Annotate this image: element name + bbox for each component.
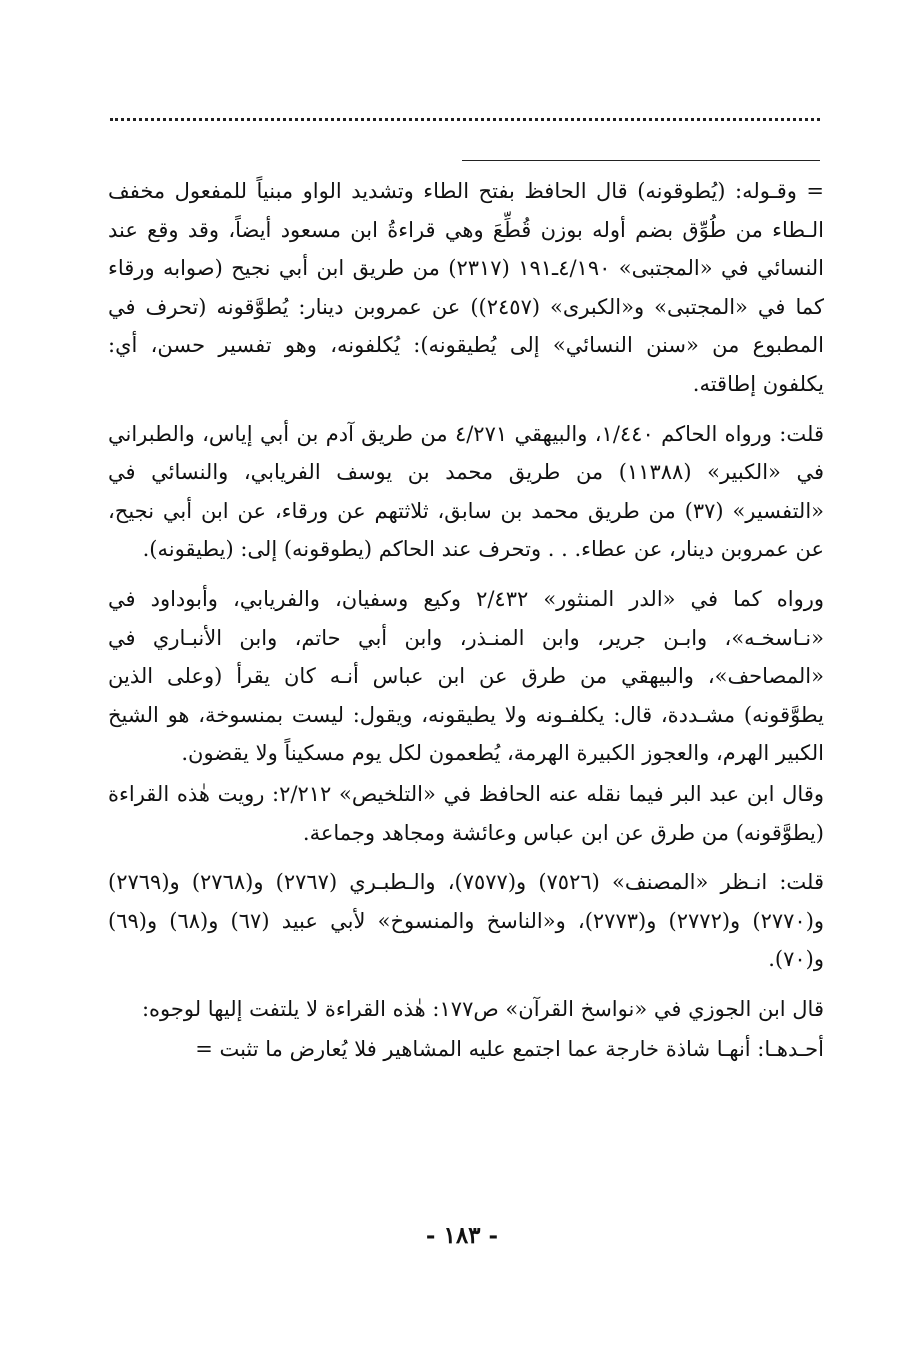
paragraph-4: وقال ابن عبد البر فيما نقله عنه الحافظ في «التلخيص» ٢/٢١٢: رويت هٰذه القراءة (يطوَّقونه) من طرق عن ابن عباس وعائشة ومجاهد وجماعة. [108,781,824,845]
dotted-separator [110,118,820,121]
paragraph-6: قال ابن الجوزي في «نواسخ القرآن» ص١٧٧: هٰذه القراءة لا يلتفت إليها لوجوه: [141,996,824,1021]
paragraph-5: قلت: انـظر «المصنف» (٧٥٢٦) و(٧٥٧٧)، والـطبـري (٢٧٦٧) و(٢٧٦٨) و(٢٧٦٩) و(٢٧٧٠) و(٢٧٧٢) و(٢٧٧٣)، و«الناسخ والمنسوخ» لأبي عبيد (٦٧) و(٦٨) و(٦٩) و(٧٠). [108,870,825,972]
paragraph-7: أحـدهـا: أنهـا شاذة خارجة عما اجتمع عليه المشاهير فلا يُعارض ما تثبت = [195,1037,824,1062]
paragraph-3: ورواه كما في «الدر المنثور» ٢/٤٣٢ وكيع وسفيان، والفريابي، وأبوداود في «نـاسخـه»، وابـن جرير، وابن المنـذر، وابن أبي حاتم، وابن الأنبـاري في «المصاحف»، والبيهقي من طرق عن ابن عباس أنـه كان يقرأ (وعلى الذين يطوَّقونه) مشـددة، قال: يكلفـونه ولا يطيقونه، ويقول: ليست بمنسوخة، هو الشيخ الكبير الهرم، والعجوز الكبيرة الهرمة، يُطعمون لكل يوم مسكيناً ولا يقضون. [108,586,824,766]
paragraph-2: قلت: ورواه الحاكم ١/٤٤٠، والبيهقي ٤/٢٧١ من طريق آدم بن أبي إياس، والطبراني في «الكبير» (١١٣٨٨) من طريق محمد بن يوسف الفريابي، والنسائي في «التفسير» (٣٧) من طريق محمد بن سابق، ثلاثتهم عن ورقاء، عن ابن أبي نجيح، عن عمروبن دينار، عن عطاء. . . وتحرف عند الحاكم (يطوقونه) إلى: (يطيقونه). [108,421,825,562]
paragraph-1: = وقـوله: (يُطوقونه) قال الحافظ بفتح الطاء وتشديد الواو مبنياً للمفعول مخفف الـطاء من طُوِّق بضم أوله بوزن قُطِّعَ وهي قراءةُ ابن مسعود أيضاً، وقد وقع عند النسائي في «المجتبى» ٤/١٩٠ـ١٩١ (٢٣١٧) من طريق ابن أبي نجيح (صوابه ورقاء كما في «المجتبى» و«الكبرى» (٢٤٥٧)) عن عمروبن دينار: يُطوَّقونه (تحرف في المطبوع من «سنن النسائي» إلى يُطيقونه): يُكلفونه، وهو تفسير حسن، أي: يكلفون إطاقته. [108,179,825,396]
footnote-rule [462,160,820,161]
footnote-text [108,172,824,1069]
page-number: - ١٨٣ - [425,1222,499,1249]
